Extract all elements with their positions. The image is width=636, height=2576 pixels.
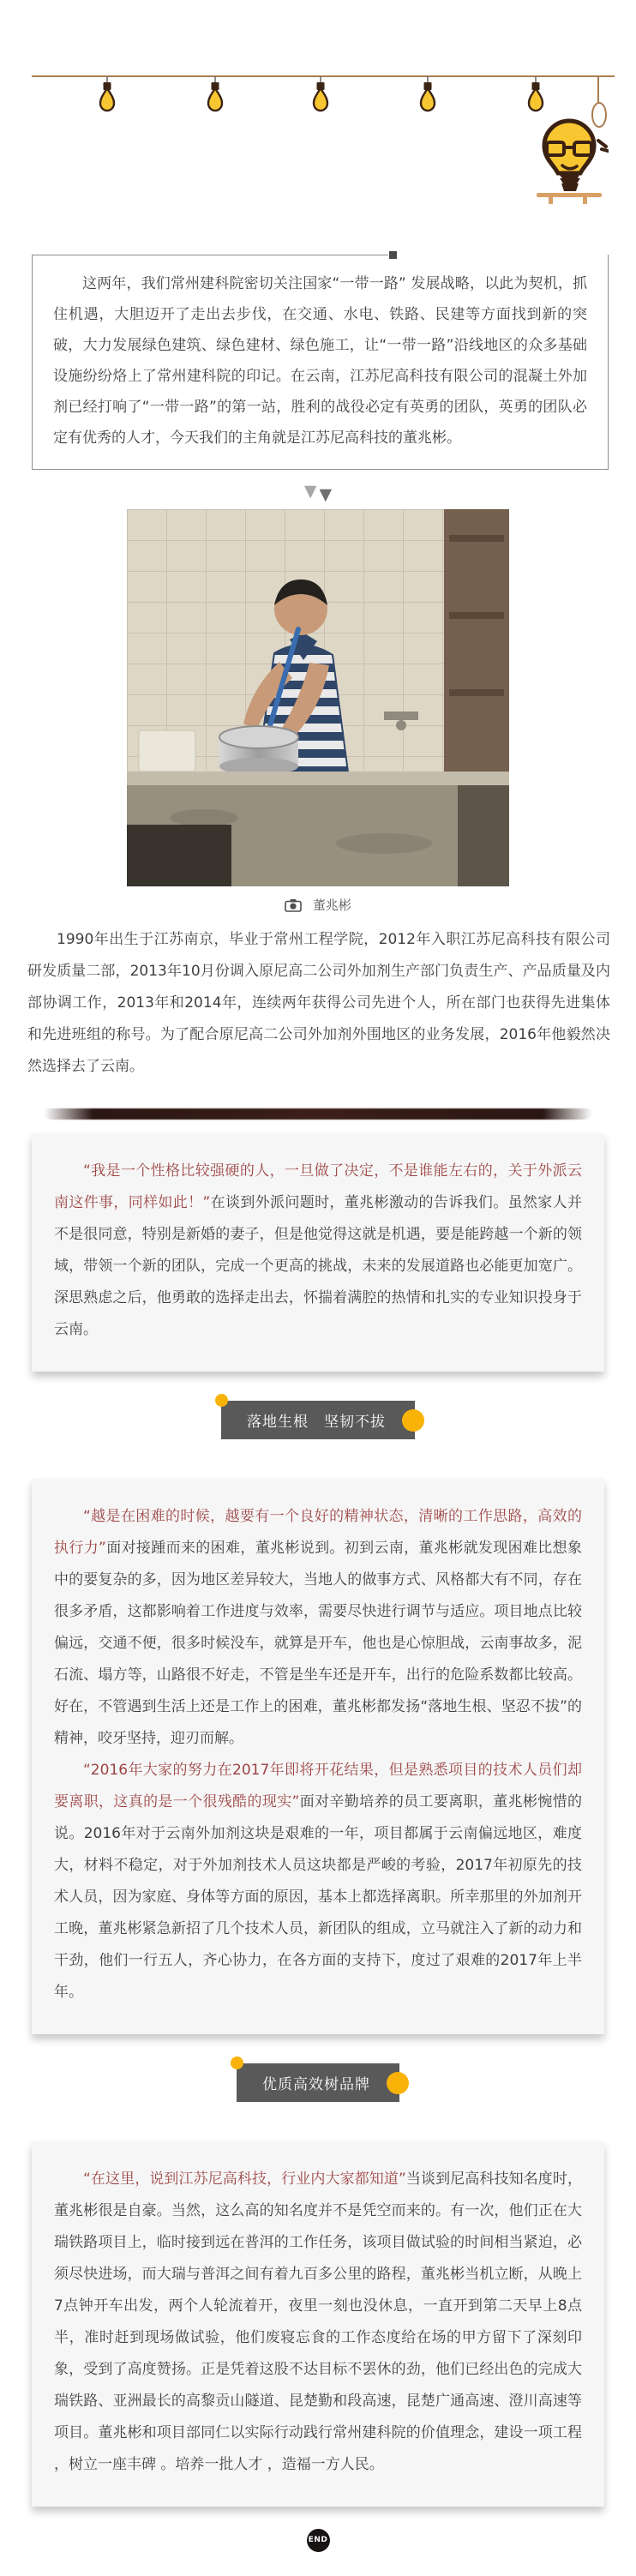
yellow-dot-small-icon <box>231 2057 243 2069</box>
quote-rest: 面对辛勤培养的员工要离职，董兆彬惋惜的说。2016年对于云南外加剂这块是艰难的一年，项目都属于云南偏远地区，难度大，材料不稳定，对于外加剂技术人员这块都是严峻的考验，2017年初原先的技术人员，因为家庭、身体等方面的原因，基本上都选择离职。所幸那里的外加剂开工晚，董兆彬紧急新招了几个技术人员，新团队的组成，立马就注入了新的动力和干劲，他们一行五人，齐心协力，在各方面的支持下，度过了艰难的2017年上半年。 <box>54 1793 583 2001</box>
photo-caption <box>0 895 636 916</box>
camera-icon <box>285 898 302 912</box>
story-card-2 <box>32 2141 604 2507</box>
quote-highlight: “越是在困难的时候，越要有一个良好的精神状态，清晰的工作思路，高效的执行力” <box>54 1508 582 1557</box>
section-header-1 <box>221 1401 415 1439</box>
down-triangle-icon: ▼ <box>303 482 317 501</box>
section-title: 落地生根 坚韧不拔 <box>247 1414 386 1431</box>
section-title: 优质高效树品牌 <box>262 2076 370 2093</box>
section-header-wrap <box>0 2063 636 2102</box>
rope-line <box>597 76 599 104</box>
story-paragraph <box>54 2164 582 2481</box>
intro-card <box>32 255 609 470</box>
header-decoration <box>0 0 636 210</box>
story-card-1 <box>32 1479 604 2034</box>
quote-highlight: “2016年大家的努力在2017年即将开花结果，但是熟悉项目的技术人员们却要离职，这真的是一个很残酷的现实” <box>54 1762 582 1810</box>
down-triangles-icon <box>0 482 636 504</box>
photo-caption-text: 董兆彬 <box>312 898 351 913</box>
intro-card-accent-square <box>389 251 397 259</box>
quote-rest: 在谈到外派问题时，董兆彬激动的告诉我们。虽然家人并不是很同意，特别是新婚的妻子，但是他觉得这就是机遇，要是能跨越一个新的领域，带领一个新的团队，完成一个更高的挑战，未来的发展道路也必能更加宽广。深思熟虑之后，他勇敢的选择走出去，怀揣着满腔的热情和扎实的专业知识投身于云南。 <box>54 1194 583 1338</box>
article-photo <box>127 509 509 886</box>
footer-illustration <box>0 2564 636 2576</box>
shadow-divider <box>44 1108 592 1120</box>
bio-paragraph: 1990年出生于江苏南京，毕业于常州工程学院，2012年入职江苏尼高科技有限公司研发质量二部，2013年10月份调入原尼高二公司外加剂生产部门负责生产、产品质量及内部协调工作，2013年和2014年，连续两年获得公司先进个人，所在部门也获得先进集体和先进班组的称号。为了配合原尼高二公司外加剂外围地区的业务发展，2016年他毅然决然选择去了云南。 <box>27 931 610 1075</box>
light-bulb-icon <box>525 76 547 116</box>
quote-rest: 面对接踵而来的困难，董兆彬说到。初到云南，董兆彬就发现困难比想象中的要复杂的多，因为地区差异较大，当地人的做事方式、风格都大有不同，存在很多矛盾，这都影响着工作进度与效率，需要尽快进行调节与适应。项目地点比较偏远，交通不便，很多时候没车，就算是开车，他也是心惊胆战，云南事故多，泥石流、塌方等，山路很不好走，不管是坐车还是开车，出行的危险系数都比较高。好在，不管遇到生活上还是工作上的困难，董兆彬都发扬“落地生根、坚忍不拔”的精神，咬牙坚持，迎刃而解。 <box>54 1540 583 1747</box>
story-paragraph <box>54 1755 582 2009</box>
section-header-2 <box>237 2063 399 2102</box>
light-bulb-icon <box>204 76 226 116</box>
travel-illustration <box>0 2564 636 2576</box>
yellow-dot-large-icon <box>387 2072 409 2094</box>
bulb-character-icon <box>530 118 609 207</box>
section-header-wrap <box>0 1401 636 1439</box>
quote-rest: 当谈到尼高科技知名度时，董兆彬很是自豪。当然，这么高的知名度并不是凭空而来的。有一次，他们正在大瑞铁路项目上，临时接到远在普洱的工作任务，该项目做试验的时间相当紧迫，必须尽快进场，而大瑞与普洱之间有着九百多公里的路程，董兆彬当机立断，从晚上7点钟开车出发，两个人轮流着开，夜里一刻也没休息，一直开到第二天早上8点半，准时赶到现场做试验，他们废寝忘食的工作态度给在场的甲方留下了深刻印象，受到了高度赞扬。正是凭着这股不达目标不罢休的劲，他们已经出色的完成大瑞铁路、亚洲最长的高黎贡山隧道、昆楚勤和段高速，昆楚广通高速、澄川高速等项目。董兆彬和项目部同仁以实际行动践行常州建科院的价值理念，建设一项工程 ，树立一座丰碑 。培养一批人才 ，造福一方人民。 <box>54 2171 583 2473</box>
light-bulb-icon <box>309 76 332 116</box>
story-paragraph <box>54 1501 582 1755</box>
down-triangle-icon: ▼ <box>319 485 333 504</box>
light-bulb-icon <box>96 76 118 116</box>
yellow-dot-small-icon <box>215 1394 228 1407</box>
quote-card <box>32 1133 604 1372</box>
quote-highlight: “我是一个性格比较强硬的人，一旦做了决定，不是谁能左右的，关于外派云南这件事，同样如此！” <box>54 1162 582 1211</box>
yellow-dot-large-icon <box>402 1409 424 1432</box>
person-working-photo-placeholder <box>127 509 509 886</box>
end-badge: END <box>307 2529 330 2552</box>
quote-highlight: “在这里，说到江苏尼高科技，行业内大家都知道” <box>83 2171 406 2188</box>
light-bulb-icon <box>417 76 439 116</box>
intro-text: 这两年，我们常州建科院密切关注国家“一带一路” 发展战略，以此为契机，抓住机遇，大胆迈开了走出去步伐，在交通、水电、铁路、民建等方面找到新的突破，大力发展绿色建筑、绿色建材、绿色施工，让“一带一路”沿线地区的众多基础设施纷纷烙上了常州建科院的印记。在云南，江苏尼高科技有限公司的混凝土外加剂已经打响了“一带一路”的第一站，胜利的战役必定有英勇的团队，英勇的团队必定有优秀的人才，今天我们的主角就是江苏尼高科技的董兆彬。 <box>53 275 587 447</box>
quote-paragraph <box>54 1156 582 1346</box>
